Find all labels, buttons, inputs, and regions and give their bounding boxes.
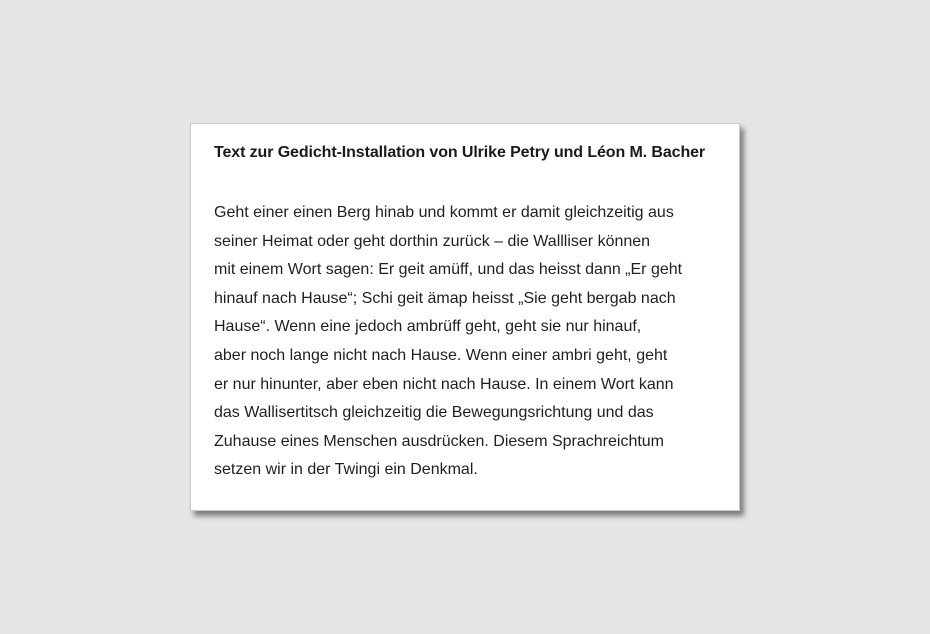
body-line: das Wallisertitsch gleichzeitig die Bewegungsrichtung und das bbox=[214, 404, 654, 422]
body-line: hinauf nach Hause“; Schi geit ämap heisst „Sie geht bergab nach bbox=[214, 289, 676, 307]
body-line: er nur hinunter, aber eben nicht nach Hause. In einem Wort kann bbox=[214, 375, 674, 393]
body-line: Zuhause eines Menschen ausdrücken. Diesem Sprachreichtum bbox=[214, 432, 665, 450]
text-card bbox=[190, 123, 740, 511]
body-line: aber noch lange nicht nach Hause. Wenn einer ambri geht, geht bbox=[214, 346, 668, 364]
body-line: mit einem Wort sagen: Er geit amüff, und das heisst dann „Er geht bbox=[214, 261, 683, 279]
body-line: Geht einer einen Berg hinab und kommt er damit gleichzeitig aus bbox=[214, 204, 674, 221]
body-line: Hause“. Wenn eine jedoch ambrüff geht, geht sie nur hinauf, bbox=[214, 318, 642, 336]
body-line: seiner Heimat oder geht dorthin zurück – die Wallliser können bbox=[214, 232, 651, 250]
card-body bbox=[214, 199, 724, 485]
body-line: setzen wir in der Twingi ein Denkmal. bbox=[214, 461, 478, 479]
card-title: Text zur Gedicht-Installation von Ulrike Petry und Léon M. Bacher bbox=[214, 144, 706, 161]
